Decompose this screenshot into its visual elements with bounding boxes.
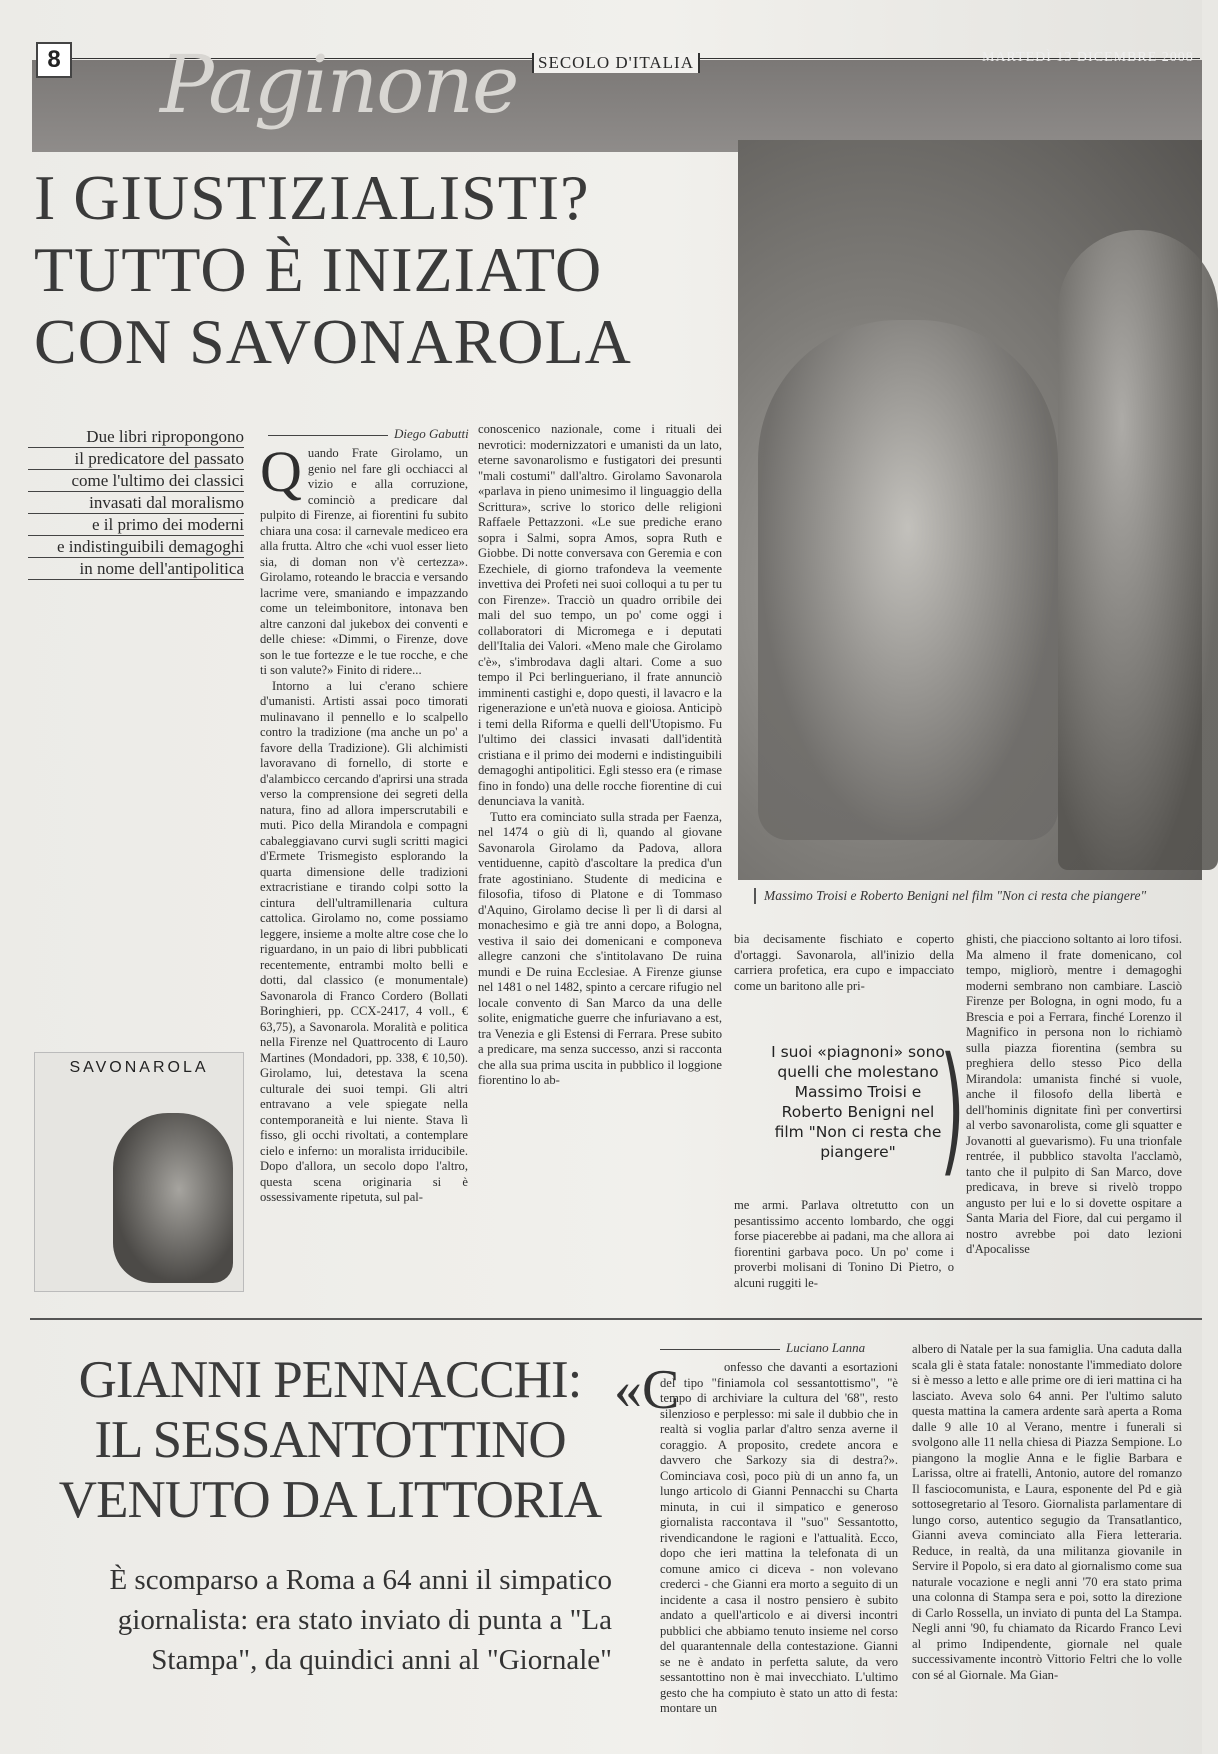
obituary-column-1 xyxy=(660,1360,898,1746)
article-headline xyxy=(34,162,734,378)
book-cover-title: SAVONAROLA xyxy=(69,1059,209,1076)
savonarola-portrait xyxy=(113,1113,233,1283)
paragraph: bia decisamente fischiato e coperto d'ortaggi. Savonarola, all'inizio della carriera profetica, era cupo e impacciato come un baritono alle pri- xyxy=(734,932,954,993)
article-column-1 xyxy=(260,439,468,1266)
paragraph: Tutto era cominciato sulla strada per Faenza, nel 1474 o giù di lì, quando al giovane Savonarola Girolamo da Padova, allora ventiduenne, capitò d'ascoltare la predica d'un frate agostiniano. Studente di medicina e filosofia, tifoso di Platone e di Tommaso d'Aquino, Girolamo decise lì per lì di darsi al monachesimo e già tre anni dopo, a Bologna, vestiva il saio dei domenicani e componeva allegre canzoni che s'intitolavano De ruina mundi e De ruina Ecclesiae. A Firenze giunse nel 1481 o nel 1482, spinto a cercare rifugio nel locale convento di San Marco da una delle solite, enigmatiche guerre che infuriavano a est, tra Venezia e gli Estensi di Ferrara. Prese subito a predicare, ma senza successo, anzi si racconta che alla sua prima uscita in pubblico il loggione fiorentino lo ab- xyxy=(478,809,722,1087)
section-title: Paginone xyxy=(160,38,518,131)
obituary-column-2 xyxy=(912,1342,1182,1746)
deck-line: in nome dell'antipolitica xyxy=(28,558,244,580)
headline-line: TUTTO È INIZIATO xyxy=(34,234,603,305)
obituary-subhead: È scomparso a Roma a 64 anni il simpatico giornalista: era stato inviato di punta a "La Stampa", da quindici anni al "Giornale" xyxy=(109,1564,612,1676)
paragraph: ghisti, che piacciono soltanto ai loro tifosi. Ma almeno il frate domenicano, col tempo, migliorò, mentre i demagoghi moderni sembrano non cambiare. Lasciò Firenze per Bologna, in ogni modo, fu a Brescia e poi a Ferrara, finché Lorenzo il Magnifico in persona non lo richiamò sulla piazza fiorentina (sembra su preghiera dello stesso Pico della Mirandola: umanista finché si vuole, anche il filosofo della libertà e dell'hominis dignitate finì per convertirsi al verbo savonarolista, come gli squatter e Jovanotti al guevarismo). Fu una trionfale rentrée, il pubblico stavolta l'acclamò, tanto che il pulpito di San Marco, dove predicava, in breve si rivelò troppo angusto per lui e lo si dovette ospitare a Santa Maria del Fiore, dal cui pergamo il nostro avrebbe poi dato lezioni d'Apocalisse xyxy=(966,932,1182,1256)
deck-line: come l'ultimo dei classici xyxy=(28,470,244,492)
deck-line: Due libri ripropongono xyxy=(28,426,244,448)
book-cover-image xyxy=(34,1052,244,1292)
obituary-headline xyxy=(50,1350,610,1530)
photo-caption: Massimo Troisi e Roberto Benigni nel film "Non ci resta che piangere" xyxy=(754,888,1146,904)
photo-figure-troisi xyxy=(758,320,1058,840)
headline-line: VENUTO DA LITTORIA xyxy=(58,1471,602,1529)
issue-date: MARTEDÌ 13 DICEMBRE 2008 xyxy=(982,50,1194,65)
deck-line: e indistinguibili demagoghi xyxy=(28,536,244,558)
paragraph: onfesso che davanti a esortazioni del tipo "finiamola col sessantottismo", "è tempo di archiviare la cultura del '68", resto silenzioso e perplesso: mi sale il dubbio che in realtà si voglia parlar d'altro senza averne il coraggio. A proposito, credete ancora e davvero che Sarkozy sia di destra?». Cominciava così, poco più di un anno fa, un lungo articolo di Gianni Pennacchi su Charta minuta, in cui il simpatico e generoso giornalista raccontava il "suo" Sessantotto, rivendicandone le ragioni e l'attualità. Ecco, dopo che ieri mattina la telefonata di un comune amico ci diceva - non volevano crederci - che Gianni era morto a seguito di un incidente a casa il nostro pensiero è subito andato a quell'articolo e ai diversi incontri pubblici che abbiamo tenuto insieme nel corso del quarantennale della contestazione. Gianni se ne è andato in perfetta salute, da vero sessantottino non è mai invecchiato. L'ultimo gesto che ha compiuto è stato un atto di festa: montare un xyxy=(660,1360,898,1715)
headline-line: I GIUSTIZIALISTI? xyxy=(34,162,590,233)
article-divider xyxy=(30,1318,1202,1320)
film-still-photo xyxy=(738,140,1202,880)
paragraph: Intorno a lui c'erano schiere d'umanisti. Artisti assai poco timorati mulinavano il pennello e lo scalpello contro la tradizione (ma anche un po' a favore della Tradizione). Gli alchimisti lavoravano di fornello, di storte e d'alambicco cercando d'aprirsi una strada verso la comprensione dei segreti della natura, fino ad allora imperscrutabili e muti. Pico della Mirandola e compagni cabaleggiavano curvi sugli scritti magici d'Ermete Trismegisto esplorando la quarta dimensione delle tradizioni extracristiane e tirando colpi sotto la cintura dell'ultramillenaria cultura cattolica. Girolamo no, come possiamo leggere, insieme a molte altre cose che lo riguardano, in un paio di libri pubblicati recentemente, entrambi molto belli e dotti, dal classico (e monumentale) Savonarola di Franco Cordero (Bollati Boringhieri, pp. CCX-2417, 4 voll., € 63,75), a Savonarola. Moralità e politica nella Firenze nel Quattrocento di Lauro Martines (Mondadori, pp. 338, € 10,50). Girolamo, lui, detestava la scena culturale dei suoi tempi. Gli altri entravano a vele spiegate nella contemporaneità e lui niente. Stava lì fisso, gli occhi rivoltati, a contemplare cielo e inferno: un moralista irriducibile. Dopo d'allora, un secolo dopo l'altro, questa scena originaria si è ossessivamente ripetuta, sul pal- xyxy=(260,678,468,1204)
drop-cap: Q xyxy=(260,439,302,504)
pull-quote: I suoi «piagnoni» sono quelli che molestano Massimo Troisi e Roberto Benigni nel film "Non ci resta che piangere" xyxy=(771,1043,945,1161)
article-column-4 xyxy=(966,932,1182,1292)
headline-line: GIANNI PENNACCHI: xyxy=(78,1351,582,1409)
headline-line: IL SESSANTOTTINO xyxy=(94,1411,566,1469)
open-quote-dropcap: «C xyxy=(614,1359,680,1421)
deck-line: e il primo dei moderni xyxy=(28,514,244,536)
paragraph: uando Frate Girolamo, un genio nel fare gli occhiacci al vizio e alla corruzione, cominciò a predicare dal pulpito di Firenze, ai fiorentini fu subito chiara una cosa: il carnevale mediceo era alla frutta. Altro che «chi vuol esser lieto sia, di doman non v'è certezza». Girolamo, roteando le braccia e versando lacrime vere, smaniando e impazzando come un teleimbonitore, intonava ben altre canzoni dal jukebox dei conventi e delle chiese: «Dimmi, o Firenze, dove son le tue fortezze e le tue rocche, e che ti son valute?» Finito di ridere... xyxy=(260,446,468,677)
page-number: 8 xyxy=(36,42,72,78)
pull-quote-bracket: ) xyxy=(940,1028,965,1191)
byline-author: Diego Gabutti xyxy=(268,426,469,442)
article-deck xyxy=(28,426,244,580)
headline-line: CON SAVONAROLA xyxy=(34,306,632,377)
byline-author-2: Luciano Lanna xyxy=(660,1340,865,1356)
article-column-3-top xyxy=(734,932,954,993)
deck-line: invasati dal moralismo xyxy=(28,492,244,514)
paragraph: albero di Natale per la sua famiglia. Una caduta dalla scala gli è stata fatale: nonostante l'immediato dolore si è messo a letto e alle prime ore di ieri mattina ci ha lasciato. Aveva solo 64 anni. Per l'ultimo saluto questa mattina la camera ardente sarà aperta a Roma dalle 9 alle 10 al Verano, mentre i funerali si svolgono alle 11 nella chiesa di Piazza Sempione. Lo piangono la moglie Anna e le figlie Barbara e Larissa, oltre ai fratelli, Antonio, autore del romanzo Il fasciocomunista, e Laura, esponente del Pd e già sottosegretario al Tesoro. Giornalista parlamentare di lungo corso, autentico segugio da Transatlantico, Gianni aveva cominciato alla Fiera letteraria. Reduce, in realtà, da una militanza giovanile in Servire il Popolo, si era dato al giornalismo come sua naturale vocazione e negli anni '70 era stato prima una colonna di Stampa sera e poi, sotto la direzione di Carlo Rossella, un inviato di punta del La Stampa. Negli anni '90, fu chiamato da Ricardo Franco Levi al primo Indipendente, giornale nel quale successivamente incontrò Vittorio Feltri che lo volle con sé al Giornale. Ma Gian- xyxy=(912,1342,1182,1682)
photo-figure-benigni xyxy=(1058,230,1218,870)
deck-line: il predicatore del passato xyxy=(28,448,244,470)
paragraph: me armi. Parlava oltretutto con un pesantissimo accento lombardo, che oggi forse piacerebbe ai padani, ma che allora ai fiorentini garbava poco. Un po' come i proverbi molisani di Tonino Di Pietro, o alcuni ruggiti le- xyxy=(734,1198,954,1290)
article-column-3-bottom xyxy=(734,1198,954,1290)
article-column-2 xyxy=(478,422,722,1284)
masthead: SECOLO D'ITALIA xyxy=(532,53,700,73)
paragraph: conoscenico nazionale, come i rituali dei nevrotici: modernizzatori e umanisti da un lato, eterne savonarolismo e fustigatori dei presunti "mali costumi" dall'altro. Girolamo Savonarola «parlava in pieno unimesimo il linguaggio della Scrittura», scrive lo storico delle religioni Raffaele Pettazzoni. «Le sue prediche erano sopra i Salmi, sopra Amos, sopra Ruth e Giobbe. Di notte conversava con Geremia e con Ezechiele, di giorno trafondeva la veemente invettiva dei Profeti nei suoi colloqui a tu per tu con Firenze». Tracciò un quadro orribile dei mali del suo tempo, un po' come oggi i collaboratori di Micromega e i deputati dell'Italia dei Valori. «Meno male che Girolamo c'è», s'imbrodava dagli altari. Come a suo tempo il Pci berlingueriano, il frate annunciò imminenti castighi e, dopo questi, il lavacro e la rigenerazione e un'età nuova e gioiosa. Anticipò i temi della Riforma e quelli dell'Utopismo. Fu l'ultimo dei classici invasati dall'identità cristiana e il primo dei moderni e indistinguibili demagoghi antipolitici. Egli stesso era (e rimase fino in fondo) una delle rocche fiorentine di cui denunciava la vanità. xyxy=(478,422,722,808)
